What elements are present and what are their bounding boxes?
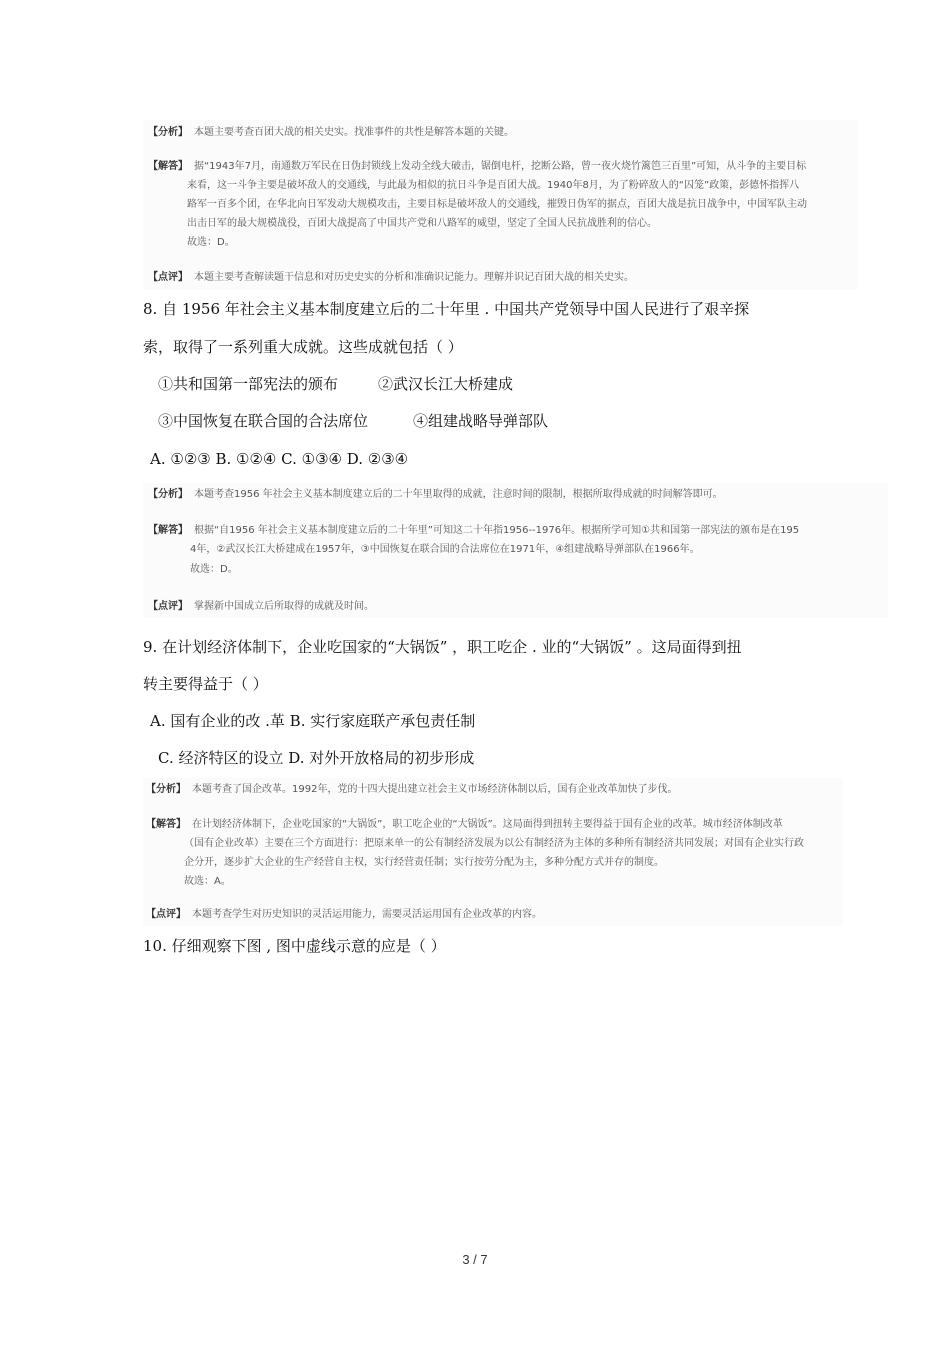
explanation-block-q9 (143, 778, 843, 926)
answer-q8: 【解答】 根据“自1956 年社会主义基本制度建立后的二十年里”可知这二十年指1956--1976年。根据所学可知①共和国第一部宪法的颁布是在195 (148, 525, 800, 536)
comment-tag: 【点评】 (148, 601, 188, 612)
question-8-option-1: ①共和国第一部宪法的颁布 (158, 375, 339, 393)
answer-q9: 【解答】 在计划经济体制下，企业吃国家的“大锅饭”，职工吃企业的“大锅饭”。这局面得到扭转主要得益于国有企业的改革。城市经济体制改革 (146, 819, 783, 830)
answer-q7-line: 来看，这一斗争主要是破坏敌人的交通线，与此最为相似的抗日斗争是百团大战。1940年8月，为了粉碎敌人的“囚笼”政策，彭德怀指挥八 (187, 180, 800, 191)
analysis-q7: 【分析】 本题主要考查百团大战的相关史实。找准事件的共性是解答本题的关键。 (148, 127, 514, 138)
answer-tag: 【解答】 (148, 525, 188, 536)
answer-q8-line: 4年，②武汉长江大桥建成在1957年，③中国恢复在联合国的合法席位在1971年，④组建战略导弹部队在1966年。 (190, 544, 700, 555)
question-8-option-4: ④组建战略导弹部队 (413, 412, 549, 430)
answer-tag: 【解答】 (148, 161, 188, 172)
analysis-q8: 【分析】 本题考查1956 年社会主义基本制度建立后的二十年里取得的成就，注意时间的限制，根据所取得成就的时间解答即可。 (148, 489, 723, 500)
question-9-options-ab: A. 国有企业的改 .革 B. 实行家庭联产承包责任制 (150, 712, 476, 730)
question-9-line-2: 转主要得益于（ ） (143, 675, 268, 693)
comment-q7: 【点评】 本题主要考查解读题干信息和对历史史实的分析和准确识记能力。理解并识记百团大战的相关史实。 (148, 272, 634, 283)
page-number: 3 / 7 (462, 1252, 488, 1267)
comment-q8: 【点评】 掌握新中国成立后所取得的成就及时间。 (148, 601, 374, 612)
answer-q7: 【解答】 据“1943年7月，南通数万军民在日伪封锁线上发动全线大破击，锯倒电杆，挖断公路，曾一夜火烧竹篱笆三百里”可知，从斗争的主要目标 (148, 161, 807, 172)
answer-q9-line: 故选：A。 (184, 876, 231, 887)
question-9-options-cd: C. 经济特区的设立 D. 对外开放格局的初步形成 (158, 749, 475, 767)
question-8-line-2: 索，取得了一系列重大成就。这些成就包括（ ） (143, 338, 463, 356)
question-8-option-2: ②武汉长江大桥建成 (378, 375, 514, 393)
answer-q8-line: 故选：D。 (190, 564, 238, 575)
answer-q7-line: 故选：D。 (187, 237, 235, 248)
question-8-line-1: 8. 自 1956 年社会主义基本制度建立后的二十年里 . 中国共产党领导中国人民进行了艰辛探 (143, 300, 750, 318)
answer-q9-line: （国有企业改革）主要在三个方面进行：把原来单一的公有制经济发展为以公有制经济为主体的多种所有制经济共同发展；对国有企业实行政 (184, 838, 804, 849)
analysis-tag: 【分析】 (148, 489, 188, 500)
question-8-choices: A. ①②③ B. ①②④ C. ①③④ D. ②③④ (150, 450, 409, 468)
answer-q9-line: 企分开，逐步扩大企业的生产经营自主权，实行经营责任制；实行按劳分配为主，多种分配方式并存的制度。 (184, 857, 664, 868)
answer-q7-line: 出击日军的最大规模战役，百团大战提高了中国共产党和八路军的威望，坚定了全国人民抗战胜利的信心。 (187, 218, 657, 229)
analysis-tag: 【分析】 (148, 127, 188, 138)
question-9-line-1: 9. 在计划经济体制下，企业吃国家的“大锅饭” ，职工吃企 . 业的“大锅饭” 。这局面得到扭 (143, 638, 742, 656)
answer-q7-line: 路军一百多个团，在华北向日军发动大规模攻击，主要目标是破坏敌人的交通线，摧毁日伪军的据点，百团大战是抗日战争中，中国军队主动 (187, 199, 807, 210)
analysis-tag: 【分析】 (146, 784, 186, 795)
question-10-line-1: 10. 仔细观察下图 , 图中虚线示意的应是（ ） (143, 937, 446, 955)
answer-tag: 【解答】 (146, 819, 186, 830)
comment-tag: 【点评】 (148, 272, 188, 283)
comment-q9: 【点评】 本题考查学生对历史知识的灵活运用能力，需要灵活运用国有企业改革的内容。 (146, 909, 542, 920)
comment-tag: 【点评】 (146, 909, 186, 920)
question-8-option-3: ③中国恢复在联合国的合法席位 (158, 412, 369, 430)
analysis-q9: 【分析】 本题考查了国企改革。1992年，党的十四大提出建立社会主义市场经济体制以后，国有企业改革加快了步伐。 (146, 784, 678, 795)
